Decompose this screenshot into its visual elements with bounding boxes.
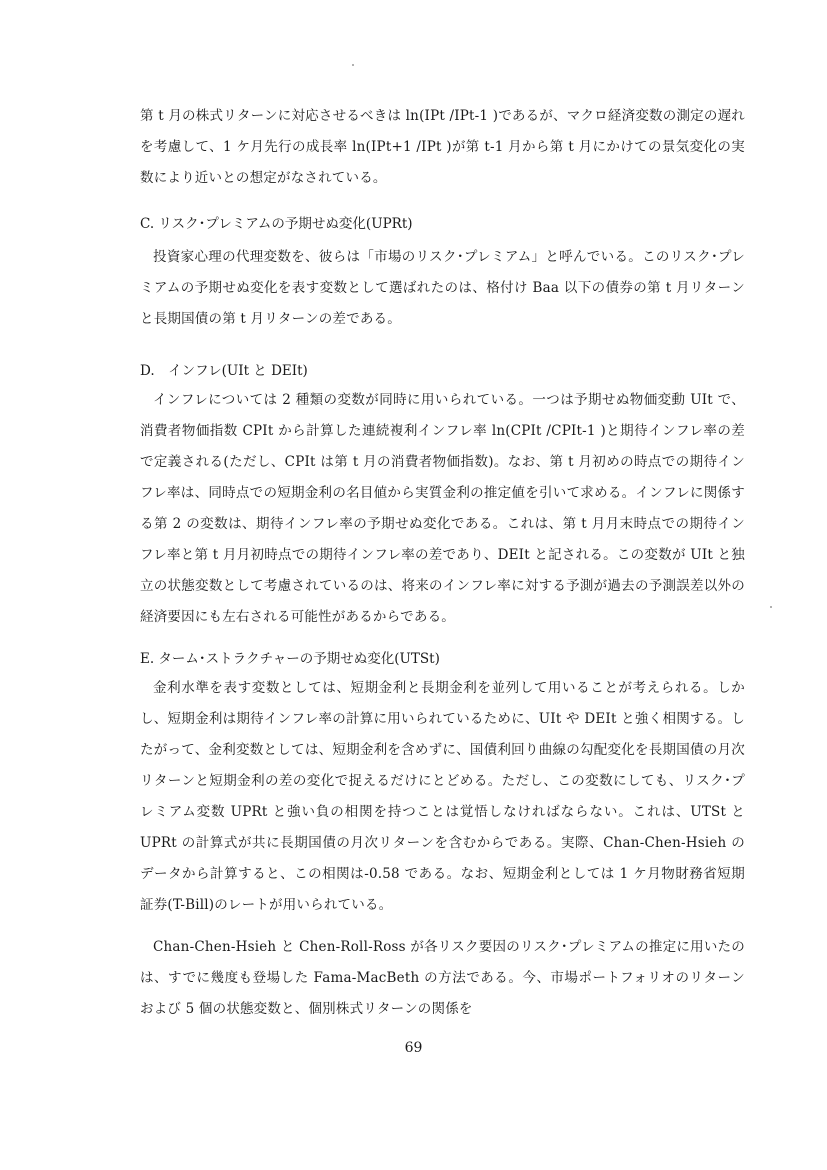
page-number: 69 [404, 1040, 423, 1056]
section-d-body: インフレについては 2 種類の変数が同時に用いられている。一つは予期せぬ物価変動 UIt で、消費者物価指数 CPIt から計算した連続複利インフレ率 ln(CPIt /CPIt-1 )と期待インフレ率の差で定義される(ただし、CPIt は第 t 月の消費者物価指数)。なお、第 t 月初めの時点での期待インフレ率は、同時点での短期金利の名目値から実質金利の推定値を引いて求める。インフレに関係する第 2 の変数は、期待インフレ率の予期せぬ変化である。これは、第 t 月月末時点での期待インフレ率と第 t 月月初時点での期待インフレ率の差であり、DEIt と記される。この変数が UIt と独立の状態変数として考慮されているのは、将来のインフレ率に対する予測が過去の予測誤差以外の経済要因にも左右される可能性があるからである。 [140, 392, 745, 625]
scan-speck [352, 64, 354, 66]
intro-paragraph: 第 t 月の株式リターンに対応させるべきは ln(IPt /IPt-1 )であるが、マクロ経済変数の測定の遅れを考慮して、1 ケ月先行の成長率 ln(IPt+1 /IPt )が第 t-1 月から第 t 月にかけての景気変化の実数により近いとの想定がなされている。 [140, 108, 745, 186]
section-c-body: 投資家心理の代理変数を、彼らは「市場のリスク･プレミアム」と呼んでいる。このリスク･プレミアムの予期せぬ変化を表す変数として選ばれたのは、格付け Baa 以下の債券の第 t 月リターンと長期国債の第 t 月リターンの差である。 [140, 249, 745, 327]
section-c-heading: C. リスク･プレミアムの予期せぬ変化(UPRt) [140, 216, 413, 232]
section-e-heading: E. ターム･ストラクチャーの予期せぬ変化(UTSt) [140, 651, 440, 667]
scan-speck [770, 606, 772, 608]
section-d-heading: D. インフレ(UIt と DEIt) [140, 363, 308, 379]
section-e-body: 金利水準を表す変数としては、短期金利と長期金利を並列して用いることが考えられる。しかし、短期金利は期待インフレ率の計算に用いられているために、UIt や DEIt と強く相関する。したがって、金利変数としては、短期金利を含めずに、国債利回り曲線の勾配変化を長期国債の月次リターンと短期金利の差の変化で捉えるだけにとどめる。ただし、この変数にしても、リスク･プレミアム変数 UPRt と強い負の相関を持つことは覚悟しなければならない。これは、UTSt と UPRt の計算式が共に長期国債の月次リターンを含むからである。実際、Chan-Chen-Hsieh のデータから計算すると、この相関は-0.58 である。なお、短期金利としては 1 ケ月物財務省短期証券(T-Bill)のレートが用いられている。 [140, 680, 745, 913]
closing-paragraph: Chan-Chen-Hsieh と Chen-Roll-Ross が各リスク要因のリスク･プレミアムの推定に用いたのは、すでに幾度も登場した Fama-MacBeth の方法である。今、市場ポートフォリオのリターンおよび 5 個の状態変数と、個別株式リターンの関係を [140, 939, 745, 1017]
